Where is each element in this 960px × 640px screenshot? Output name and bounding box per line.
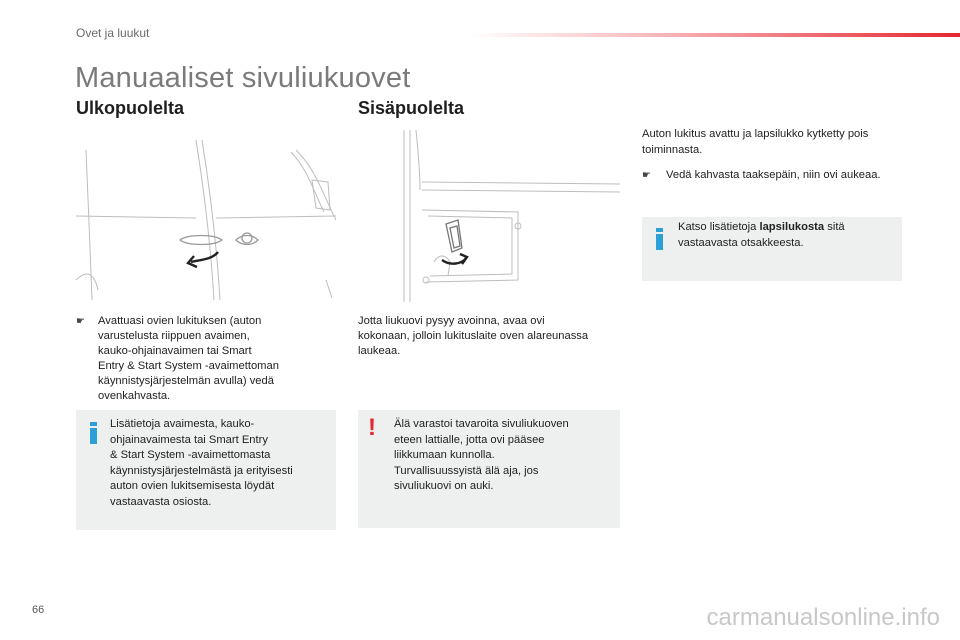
outside-line: kauko-ohjainavaimen tai Smart — [98, 345, 252, 357]
section-label: Ovet ja luukut — [76, 26, 150, 40]
note-line: käynnistysjärjestelmästä ja erityisesti — [110, 464, 293, 477]
outside-line: käynnistysjärjestelmän avulla) vedä — [98, 375, 274, 387]
right-line: toiminnasta. — [642, 144, 703, 156]
note-prefix: Katso lisätietoja — [678, 221, 760, 233]
warning-line: liikkumaan kunnolla. — [394, 449, 495, 461]
warning-line: eteen lattialle, jotta ovi pääsee — [394, 433, 545, 446]
outside-line: Entry & Start System -avaimettoman — [98, 360, 279, 372]
child-lock-link-text: lapsilukosta — [759, 221, 825, 233]
warning-icon: ! — [368, 414, 376, 441]
inside-handle-drawing — [358, 130, 620, 302]
heading-outside: Ulkopuolelta — [76, 98, 185, 118]
right-intro-text — [642, 126, 904, 158]
right-instruction — [642, 168, 904, 183]
right-line: Auton lukitus avattu ja lapsilukko kytketty pois — [642, 128, 869, 140]
header-accent-line — [470, 33, 960, 37]
child-lock-note-text — [678, 220, 898, 251]
outside-line: varustelusta riippuen avaimen, — [98, 330, 250, 342]
warning-line: Turvallisuussyistä älä aja, jos — [394, 464, 539, 477]
right-bullet-text: Vedä kahvasta taaksepäin, niin ovi aukeaa. — [666, 169, 881, 181]
warning-line: sivuliukuovi on auki. — [394, 480, 494, 492]
note-suffix: sitä — [824, 221, 845, 233]
page-title: Manuaaliset sivuliukuovet — [75, 62, 411, 94]
illustration-inside-handle — [358, 130, 620, 302]
watermark: carmanualsonline.info — [706, 604, 940, 631]
inside-instruction — [358, 314, 620, 359]
note-line: Lisätietoja avaimesta, kauko- — [110, 418, 255, 430]
warning-note-floor — [358, 410, 620, 528]
heading-inside: Sisäpuolelta — [358, 98, 465, 118]
info-note-key — [76, 410, 336, 530]
pointing-hand-icon: ☛ — [642, 170, 651, 181]
child-lock-line-1 — [678, 220, 898, 236]
inside-line: Jotta liukuovi pysyy avoinna, avaa ovi — [358, 315, 545, 327]
note-line: & Start System -avaimettomasta — [110, 449, 271, 461]
note-line: ohjainavaimesta tai Smart Entry — [110, 433, 268, 446]
outside-line: Avattuasi ovien lukituksen (auton — [98, 315, 262, 327]
info-note-child-lock — [642, 217, 902, 281]
page-number: 66 — [32, 604, 45, 616]
illustration-outside-handle — [76, 130, 336, 302]
inside-line: laukeaa. — [358, 345, 401, 357]
inside-line: kokonaan, jolloin lukituslaite oven alareunassa — [358, 330, 589, 342]
note-line: auton ovien lukitsemisesta löydät — [110, 480, 275, 492]
outside-instruction — [76, 314, 336, 404]
info-note-text — [110, 417, 330, 510]
warning-note-text — [394, 417, 614, 495]
note-line: vastaavasta osiosta. — [110, 495, 212, 508]
warning-line: Älä varastoi tavaroita sivuliukuoven — [394, 418, 569, 430]
outside-line: ovenkahvasta. — [98, 390, 171, 402]
pointing-hand-icon: ☛ — [76, 316, 85, 327]
info-icon — [656, 234, 663, 250]
info-icon — [90, 428, 97, 444]
outside-handle-drawing — [76, 130, 336, 302]
child-lock-line-2: vastaavasta otsakkeesta. — [678, 236, 804, 249]
